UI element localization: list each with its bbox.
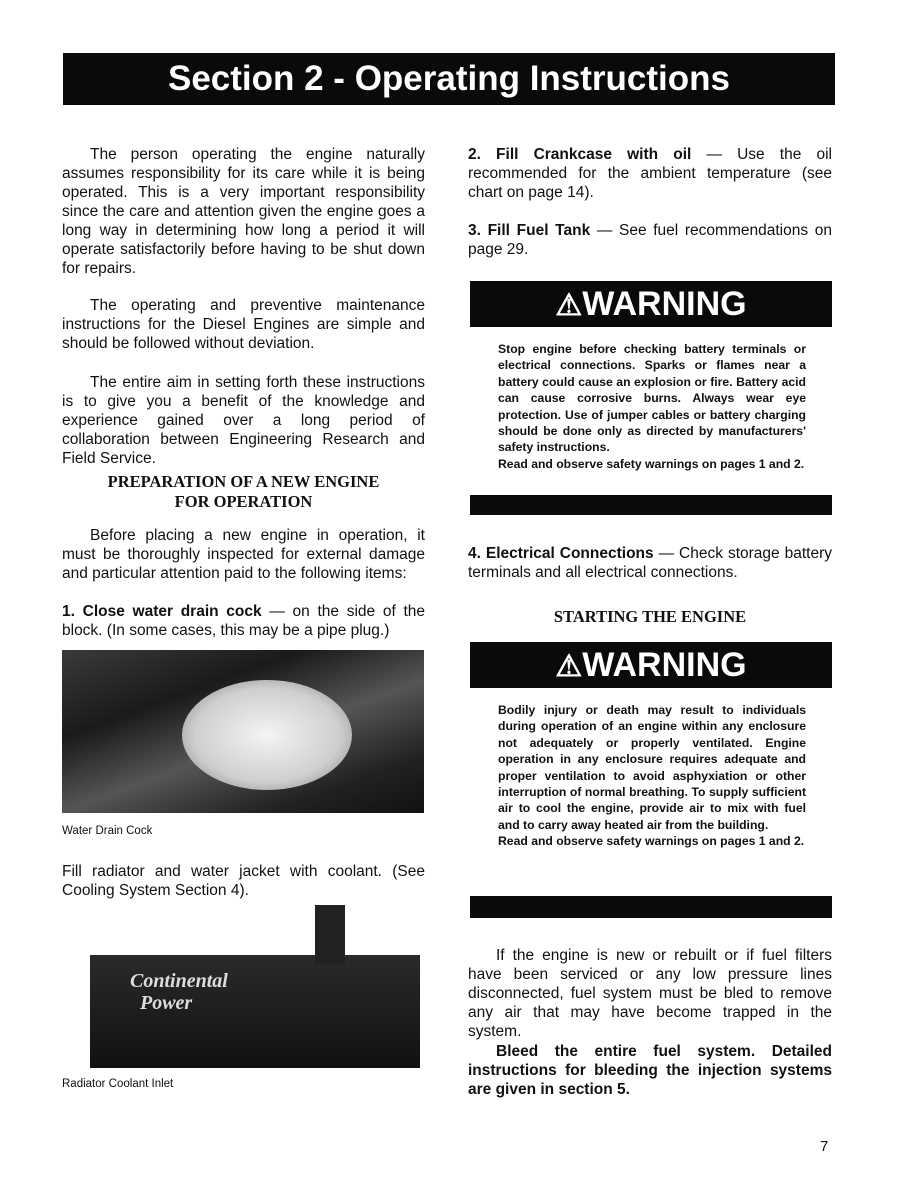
warning-end-bar <box>470 896 832 918</box>
intro-paragraph: The person operating the engine naturally assumes responsibility for its care while it is being operated. This is a very important responsibility since the care and attention given the engine goes a long way in determining how long a period it will operate satisfactorily before having to be shut down for repairs. <box>62 146 425 277</box>
item-3 <box>468 221 832 259</box>
starting-engine-heading: STARTING THE ENGINE <box>553 607 747 626</box>
photo-caption: Radiator Coolant Inlet <box>62 1078 174 1090</box>
warning-triangle-icon: ⚠ <box>555 289 583 322</box>
item-text: — Use the oil recommended for the ambient temperature (see chart on page 14). <box>468 146 832 201</box>
item-text: — Check storage battery terminals and all electrical connections. <box>468 545 832 581</box>
preparation-heading <box>62 472 425 512</box>
photo-caption: Water Drain Cock <box>62 825 153 837</box>
page-number: 7 <box>820 1138 829 1155</box>
warning-banner <box>470 642 832 688</box>
item-label: 3. Fill Fuel Tank <box>468 222 591 239</box>
warning-note: Read and observe safety warnings on pages 1 and 2. <box>498 456 805 471</box>
continental-logo: Continental Power <box>130 970 228 1014</box>
radiator-photo <box>90 900 420 1068</box>
warning-title: WARNING <box>582 646 747 684</box>
item-label: 4. Electrical Connections <box>468 545 654 562</box>
maintenance-paragraph: The operating and preventive maintenance instructions for the Diesel Engines are simple and should be followed without deviation. <box>62 297 425 352</box>
item-label: 2. Fill Crankcase with oil <box>468 146 692 163</box>
item-text: — on the side of the block. (In some cases, this may be a pipe plug.) <box>62 603 426 639</box>
heading-line: FOR OPERATION <box>174 492 313 511</box>
item-label: 1. Close water drain cock <box>62 603 262 620</box>
section-title: Section 2 - Operating Instructions <box>63 53 835 105</box>
warning-body: Bodily injury or death may result to individuals during operation of an engine within any enclosure not adequately or properly ventilated. Engine operation in any enclosure requires adequate and proper ventilation to avoid asphyxiation or other interruption of normal breathing. To supply sufficient air to cool the engine, provide air to mix with fuel and to carry away heated air from the building. <box>498 703 806 832</box>
item-1 <box>62 602 425 640</box>
heading-line: PREPARATION OF A NEW ENGINE <box>107 472 380 491</box>
item-text: — See fuel recommendations on page 29. <box>468 222 832 258</box>
item-2 <box>468 145 832 202</box>
bleed-instruction: Bleed the entire fuel system. Detailed instructions for bleeding the injection systems are given in section 5. <box>468 1043 832 1098</box>
warning-note: Read and observe safety warnings on pages 1 and 2. <box>498 834 805 849</box>
warning-title: WARNING <box>582 285 747 323</box>
warning-triangle-icon: ⚠ <box>555 650 583 683</box>
coolant-paragraph: Fill radiator and water jacket with coolant. (See Cooling System Section 4). <box>62 863 425 899</box>
inspection-paragraph: Before placing a new engine in operation, it must be thoroughly inspected for external damage and particular attention paid to the following items: <box>62 527 425 582</box>
fuel-bleed-paragraph: If the engine is new or rebuilt or if fuel filters have been serviced or any low pressure lines disconnected, fuel system must be bled to remove any air that may have become trapped in the system. <box>468 947 832 1040</box>
warning-battery-text <box>498 341 806 472</box>
drain-cock-highlight <box>182 680 352 790</box>
warning-banner <box>470 281 832 327</box>
coolant-cap <box>315 905 345 965</box>
warning-body: Stop engine before checking battery terminals or electrical connections. Sparks or flames near a battery could cause an explosion or fire. Battery acid can cause corrosive burns. Always wear eye protection. Use of jumper cables or battery charging should be done only as directed by manufacturers' safety instructions. <box>498 342 806 455</box>
item-4 <box>468 544 832 582</box>
warning-ventilation-text <box>498 702 806 850</box>
water-drain-cock-photo <box>62 650 424 813</box>
warning-end-bar <box>470 495 832 515</box>
aim-paragraph: The entire aim in setting forth these instructions is to give you a benefit of the knowledge and experience gained over a long period of collaboration between Engineering Research and Field Service. <box>62 374 425 467</box>
